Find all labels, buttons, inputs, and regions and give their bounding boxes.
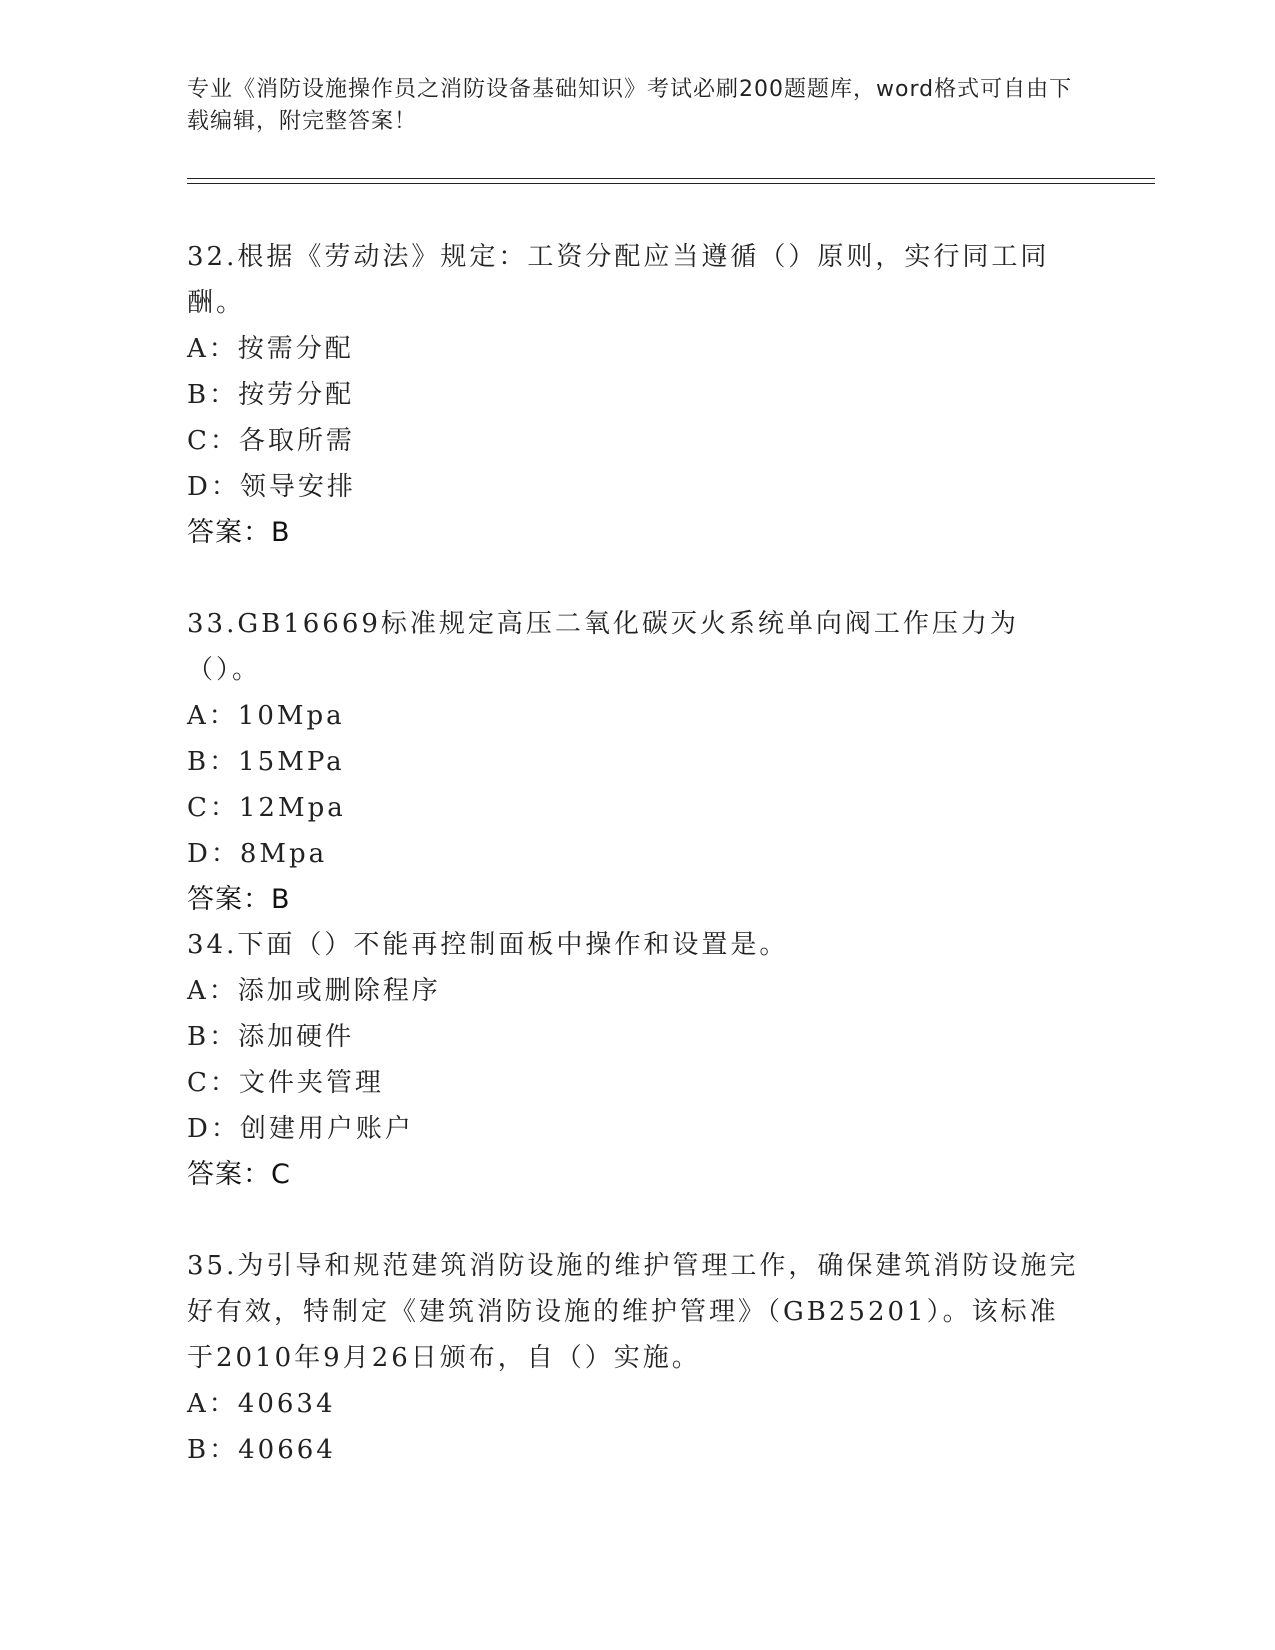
- header-divider-bottom: [187, 183, 1155, 184]
- option-b: B：15MPa: [187, 747, 345, 777]
- header-divider-top: [187, 178, 1155, 179]
- option-c: C：12Mpa: [187, 793, 346, 823]
- option-d: D：创建用户账户: [187, 1114, 414, 1144]
- answer: 答案：B: [187, 517, 291, 548]
- question-stem: 34.下面（）不能再控制面板中操作和设置是。: [187, 930, 789, 960]
- option-b: B：按劳分配: [187, 380, 355, 410]
- question-stem: 33.GB16669标准规定高压二氧化碳灭火系统单向阀工作压力为（）。: [187, 609, 1019, 685]
- question-stem: 32.根据《劳动法》规定：工资分配应当遵循（）原则，实行同工同酬。: [187, 242, 1050, 318]
- option-d: D：8Mpa: [187, 839, 328, 869]
- option-c: C：文件夹管理: [187, 1068, 384, 1098]
- question-32: [187, 234, 1087, 556]
- question-35: [187, 1243, 1087, 1473]
- option-b: B：40664: [187, 1435, 336, 1465]
- answer: 答案：C: [187, 1159, 291, 1190]
- document-header: 专业《消防设施操作员之消防设备基础知识》考试必刷200题题库，word格式可自由下载编辑，附完整答案！: [187, 77, 1073, 134]
- option-a: A：添加或删除程序: [187, 976, 441, 1006]
- question-33: [187, 601, 1087, 923]
- option-a: A：40634: [187, 1389, 336, 1419]
- option-a: A：10Mpa: [187, 701, 345, 731]
- option-a: A：按需分配: [187, 334, 354, 364]
- answer: 答案：B: [187, 884, 291, 915]
- option-d: D：领导安排: [187, 472, 356, 502]
- question-stem: 35.为引导和规范建筑消防设施的维护管理工作，确保建筑消防设施完好有效，特制定《建筑消防设施的维护管理》（GB25201）。该标准于2010年9月26日颁布，自（）实施。: [187, 1251, 1079, 1373]
- option-c: C：各取所需: [187, 426, 355, 456]
- question-34: [187, 922, 1087, 1198]
- option-b: B：添加硬件: [187, 1022, 355, 1052]
